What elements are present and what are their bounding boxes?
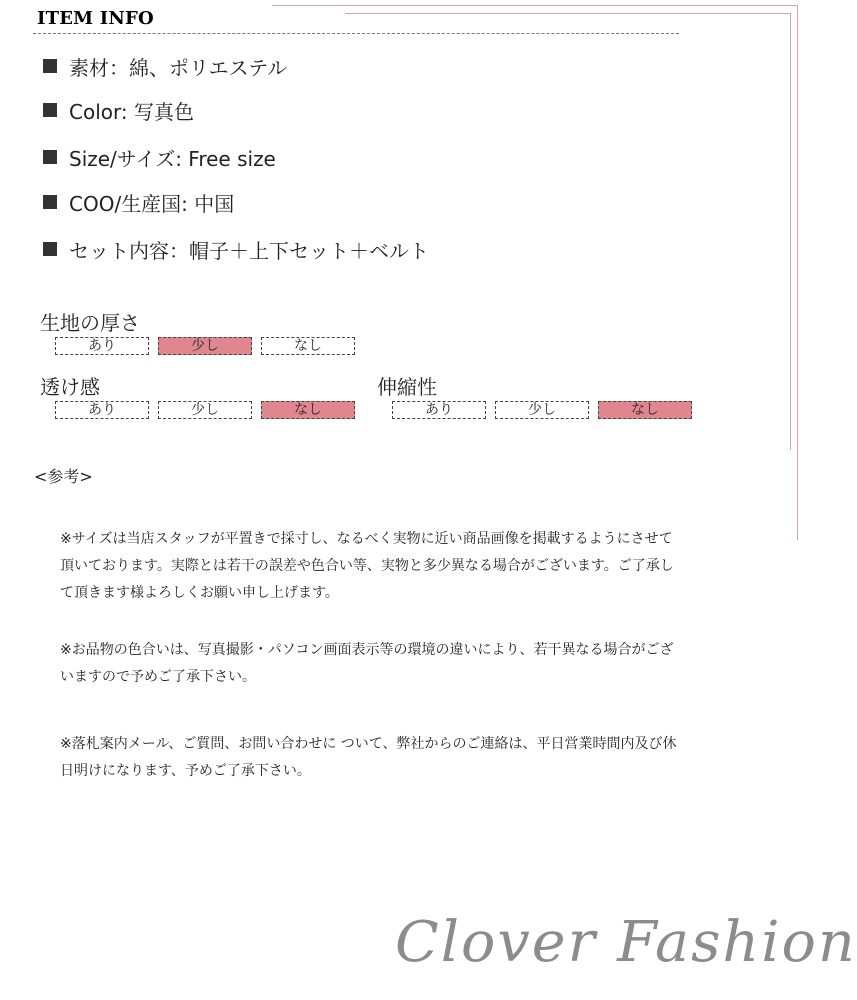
frame-line-right-outer: [797, 5, 798, 540]
section-title: ITEM INFO: [37, 8, 154, 29]
frame-line-right-inner: [790, 13, 791, 450]
reference-note-size: ※サイズは当店スタッフが平置きで採寸し、なるべく実物に近い商品画像を掲載するようにさせて頂いております。実際とは若干の誤差や色合い等、実物と多少異なる場合がございます。ご了承して頂きます様よろしくお願い申し上げます。: [60, 531, 674, 601]
rating-option: 少し: [158, 401, 252, 419]
spec-text: セット内容：帽子＋上下セット＋ベルト: [69, 238, 429, 263]
reference-note-contact: ※落札案内メール、ご質問、お問い合わせに ついて、弊社からのご連絡は、平日営業時間内及び休日明けになります、予めご了承下さい。: [60, 736, 677, 779]
section-divider: [33, 33, 679, 34]
rating-option: 少し: [495, 401, 589, 419]
square-bullet-icon: [43, 242, 57, 256]
rating-label: 伸縮性: [377, 375, 437, 399]
rating-options: [392, 401, 701, 419]
spec-text: COO/生産国: 中国: [69, 191, 235, 216]
brand-logo: Clover Fashion: [395, 910, 857, 975]
rating-option: なし: [261, 337, 355, 355]
rating-option: あり: [392, 401, 486, 419]
spec-text: Color: 写真色: [69, 99, 194, 124]
spec-item-set-contents: [43, 237, 429, 261]
spec-item-size: [43, 145, 276, 169]
rating-option: あり: [55, 337, 149, 355]
spec-item-color: [43, 98, 194, 122]
square-bullet-icon: [43, 195, 57, 209]
frame-line-top-inner: [345, 13, 790, 14]
rating-option: 少し: [158, 337, 252, 355]
spec-item-origin: [43, 190, 234, 214]
rating-option: なし: [598, 401, 692, 419]
spec-text: 素材：綿、ポリエステル: [69, 55, 288, 80]
square-bullet-icon: [43, 59, 57, 73]
spec-item-material: [43, 54, 287, 78]
frame-line-top-outer: [272, 5, 798, 6]
rating-label: 透け感: [40, 375, 100, 399]
rating-options: [55, 337, 364, 355]
rating-options: [55, 401, 364, 419]
reference-heading: <参考>: [34, 467, 93, 486]
rating-label: 生地の厚さ: [40, 311, 140, 335]
spec-text: Size/サイズ: Free size: [69, 146, 276, 171]
square-bullet-icon: [43, 150, 57, 164]
rating-option: なし: [261, 401, 355, 419]
reference-note-color: ※お品物の色合いは、写真撮影・パソコン画面表示等の環境の違いにより、若干異なる場合がございますので予めご了承下さい。: [60, 642, 674, 685]
square-bullet-icon: [43, 103, 57, 117]
rating-option: あり: [55, 401, 149, 419]
